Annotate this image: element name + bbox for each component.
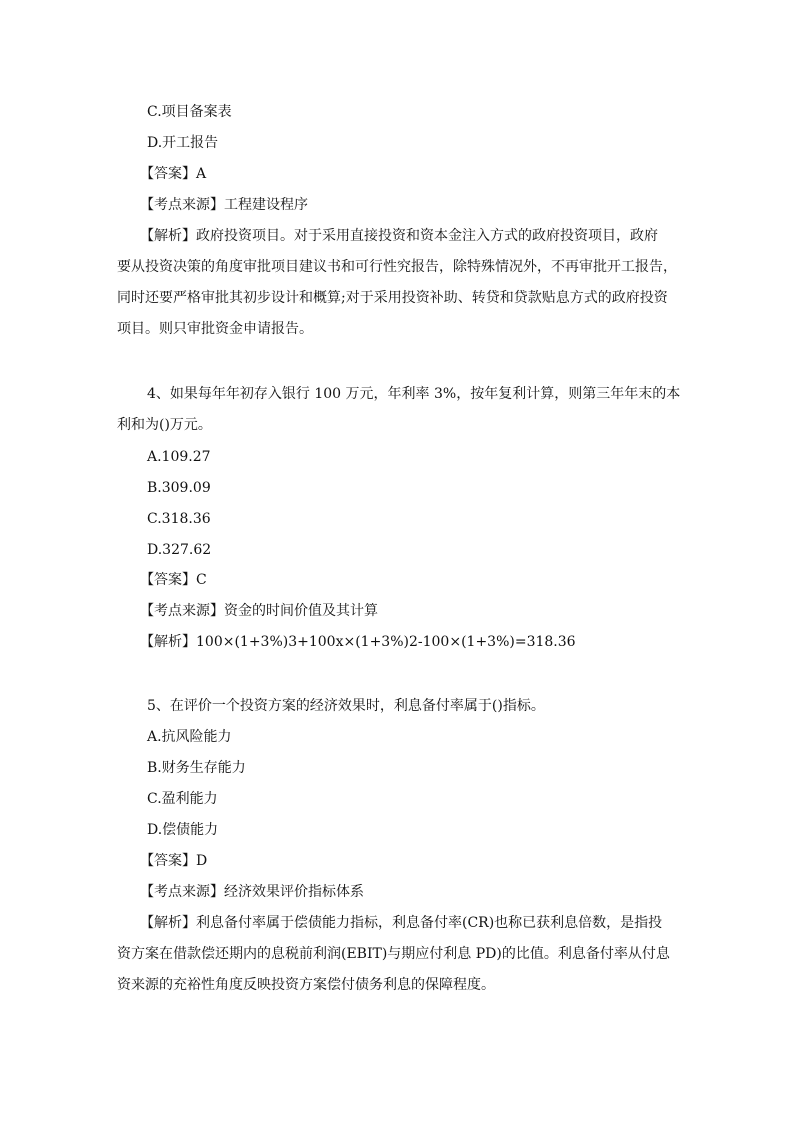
q4-analysis: 【解析】100×(1+3%)3+100x×(1+3%)2-100×(1+3%)=318.36 xyxy=(140,634,576,650)
q4-option-c: C.318.36 xyxy=(147,511,211,527)
q5-option-d: D.偿债能力 xyxy=(147,822,219,838)
q5-analysis-line-1: 【解析】利息备付率属于偿债能力指标，利息备付率(CR)也称已获利息倍数，是指投 xyxy=(140,915,663,931)
q3-analysis-line-2: 要从投资决策的角度审批项目建议书和可行性究报告，除特殊情况外，不再审批开工报告， xyxy=(117,259,677,275)
q3-analysis-line-3: 同时还要严格审批其初步设计和概算;对于采用投资补助、转贷和贷款贴息方式的政府投资 xyxy=(117,290,668,306)
q3-analysis-line-1: 【解析】政府投资项目。对于采用直接投资和资本金注入方式的政府投资项目，政府 xyxy=(140,228,658,244)
q5-analysis-line-2: 资方案在借款偿还期内的息税前利润(EBIT)与期应付利息 PD)的比值。利息备付率从付息 xyxy=(117,946,670,962)
q4-option-b: B.309.09 xyxy=(147,480,211,496)
q4-question-line-2: 利和为()万元。 xyxy=(117,417,212,433)
q4-option-d: D.327.62 xyxy=(147,542,212,558)
q4-source: 【考点来源】资金的时间价值及其计算 xyxy=(140,603,378,619)
q5-option-c: C.盈利能力 xyxy=(147,791,218,807)
q3-answer: 【答案】A xyxy=(140,166,207,182)
q4-answer: 【答案】C xyxy=(140,572,207,588)
q3-source: 【考点来源】工程建设程序 xyxy=(140,197,308,213)
q5-source: 【考点来源】经济效果评价指标体系 xyxy=(140,884,364,900)
q5-option-b: B.财务生存能力 xyxy=(147,760,246,776)
q4-question-line-1: 4、如果每年年初存入银行 100 万元，年利率 3%，按年复利计算，则第三年年末的本 xyxy=(147,386,681,402)
q5-answer: 【答案】D xyxy=(140,853,208,869)
q3-option-d: D.开工报告 xyxy=(147,135,219,151)
q3-analysis-line-4: 项目。则只审批资金申请报告。 xyxy=(117,321,313,337)
q3-option-c: C.项目备案表 xyxy=(147,104,232,120)
q4-option-a: A.109.27 xyxy=(147,449,211,465)
q5-question: 5、在评价一个投资方案的经济效果时，利息备付率属于()指标。 xyxy=(147,698,545,714)
q5-analysis-line-3: 资来源的充裕性角度反映投资方案偿付债务利息的保障程度。 xyxy=(117,977,495,993)
q5-option-a: A.抗风险能力 xyxy=(147,729,232,745)
